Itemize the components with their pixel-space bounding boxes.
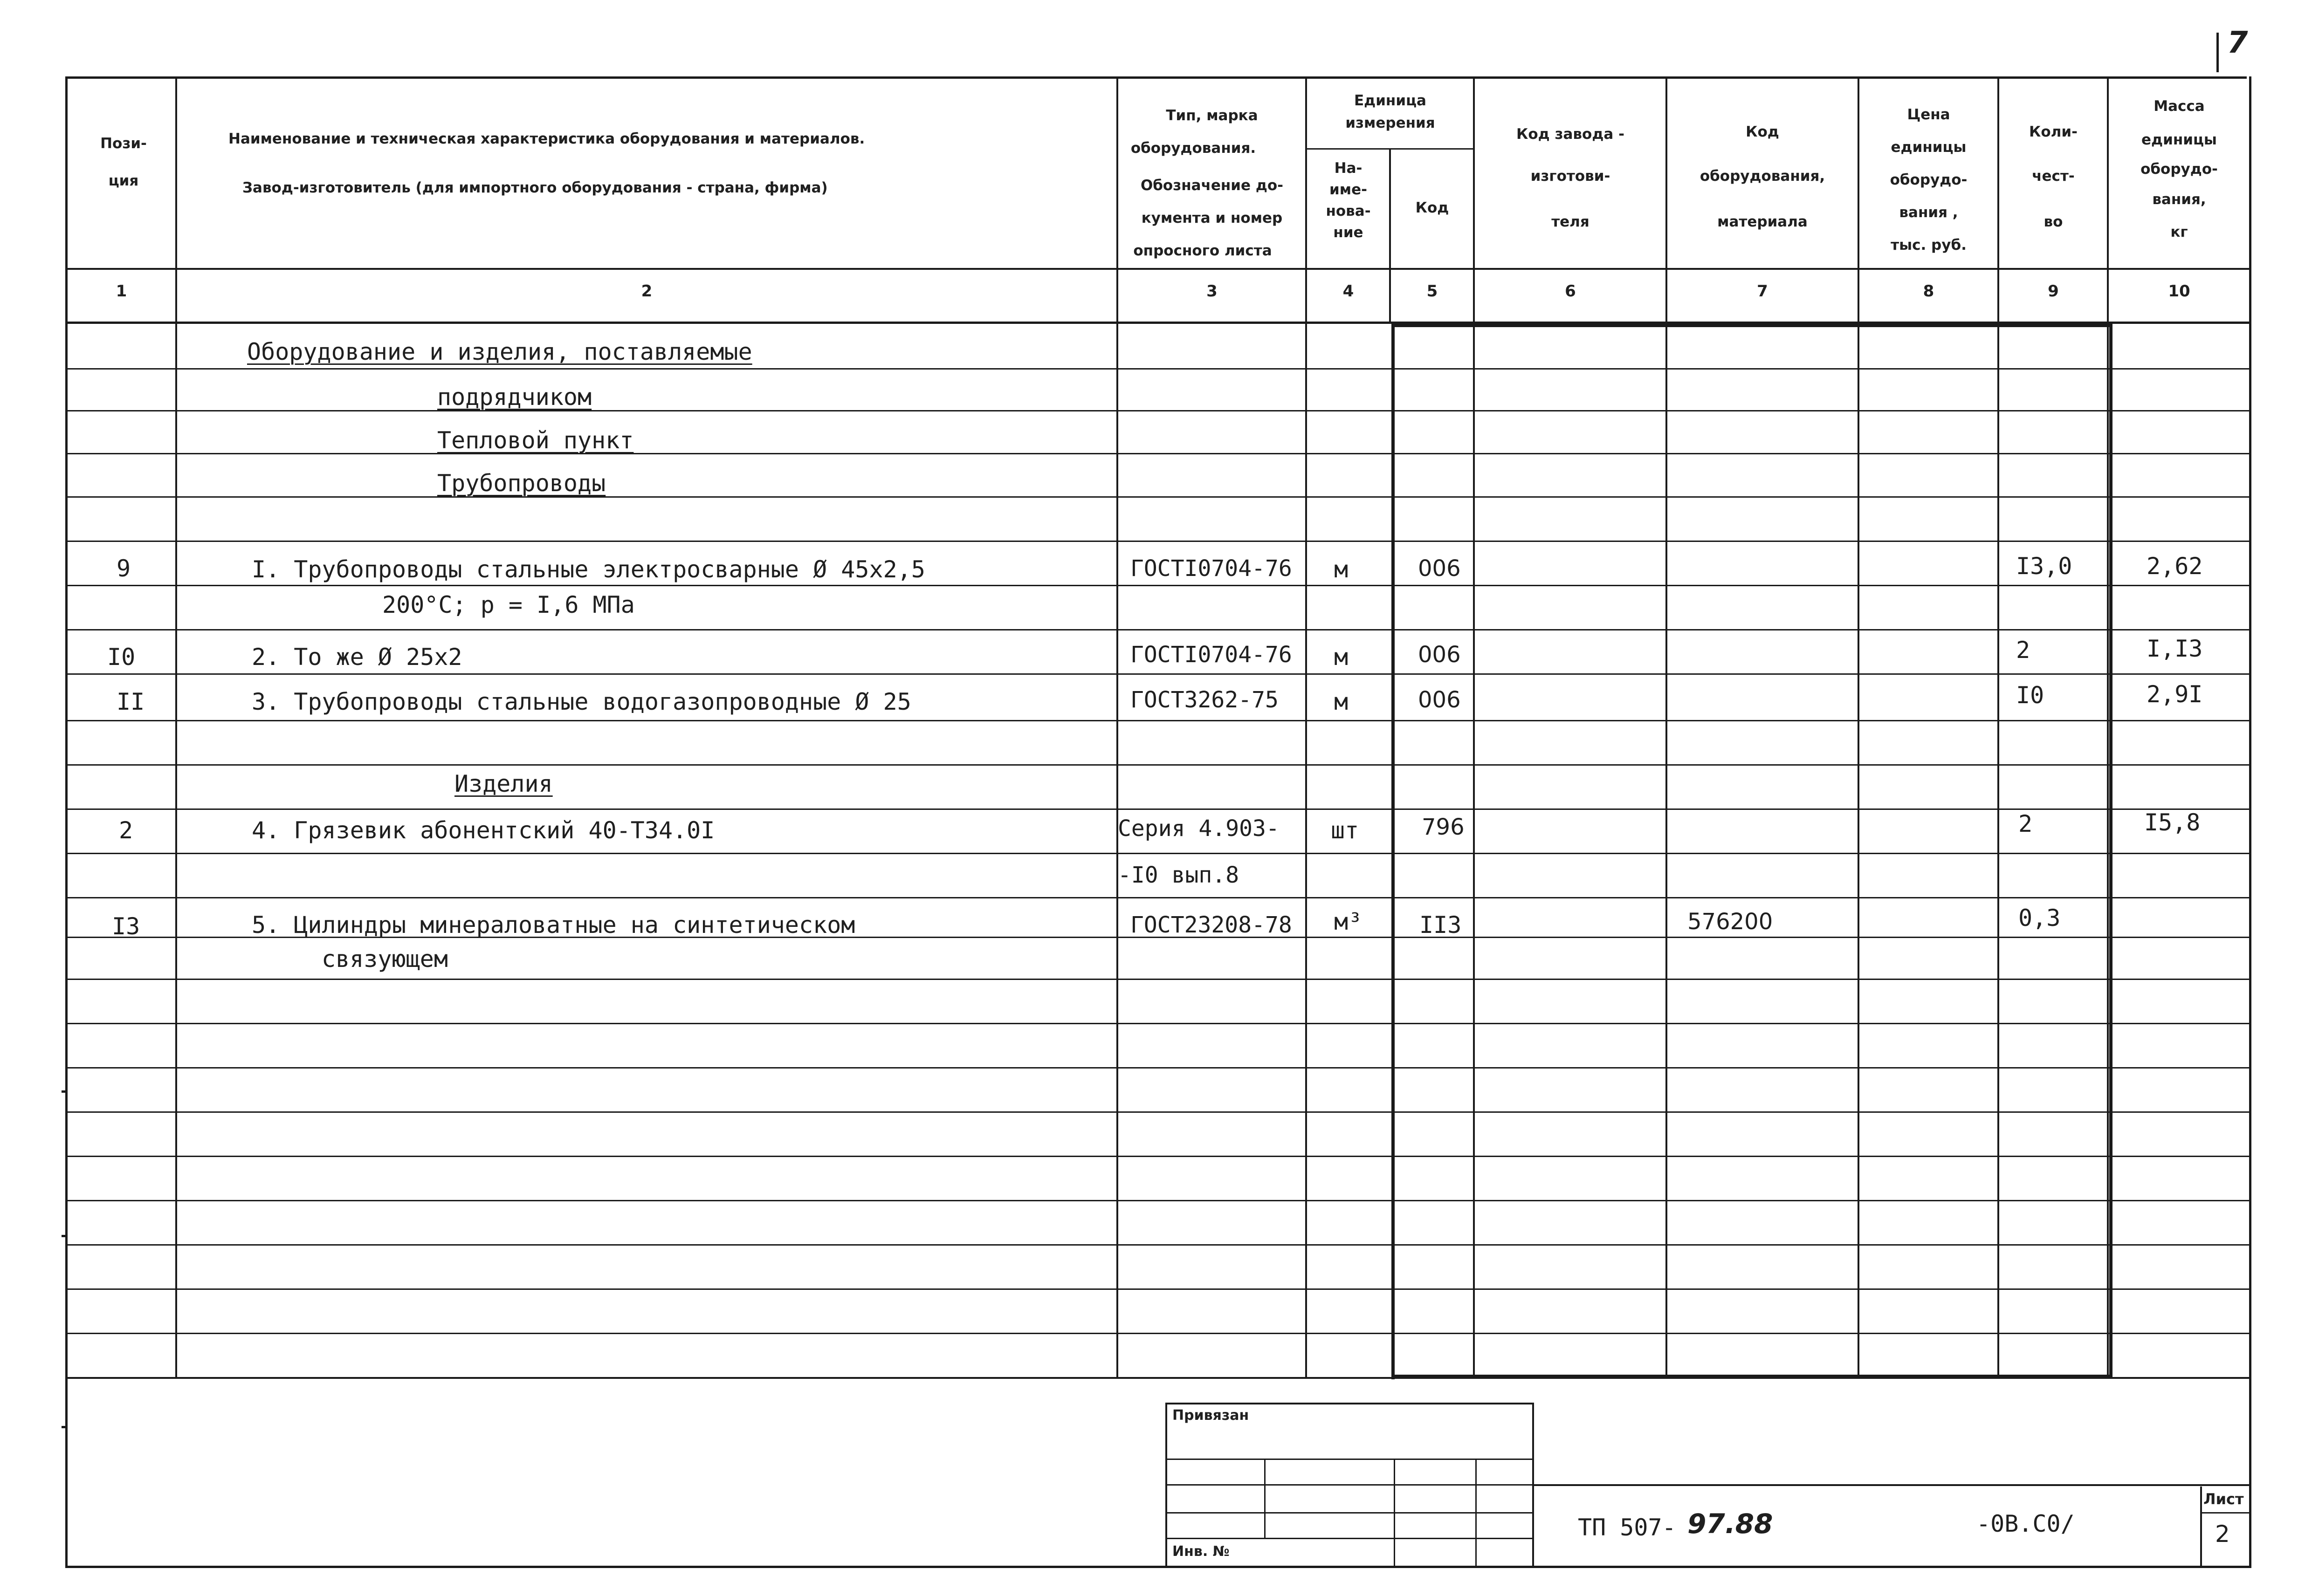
column-number: 7 — [1757, 282, 1768, 301]
bound-label: Привязан — [1172, 1407, 1249, 1424]
header-material-code-3: материала — [1717, 213, 1808, 230]
header-price-4: вания , — [1899, 204, 1958, 221]
row-position: I0 — [107, 644, 136, 671]
row-mass: I5,8 — [2144, 809, 2201, 836]
row-name: I. Трубопроводы стальные электросварные Ø 45x2,5 — [252, 556, 925, 583]
header-mass-1: Масса — [2154, 98, 2205, 115]
header-unit-name-3: нова- — [1326, 203, 1371, 219]
header-unit-name-4: ние — [1333, 224, 1363, 241]
column-number: 5 — [1426, 282, 1438, 301]
row-position: II — [117, 688, 145, 715]
header-unit-name-1: На- — [1334, 160, 1362, 177]
row-unit-code: 006 — [1418, 687, 1461, 713]
section-title-contractor: подрядчиком — [437, 384, 592, 411]
section-title-heat-point: Тепловой пункт — [437, 427, 634, 454]
row-name: 5. Цилиндры минераловатные на синтетическом — [252, 911, 855, 938]
row-name-continued: связующем — [322, 945, 448, 973]
header-factory-1: Код завода - — [1516, 126, 1624, 143]
row-name: 2. То же Ø 25x2 — [252, 644, 462, 671]
row-material-code: 576200 — [1687, 909, 1773, 935]
header-mass-2: единицы — [2141, 131, 2217, 148]
header-unit-code: Код — [1415, 199, 1449, 216]
header-type-5: опросного листа — [1133, 242, 1272, 259]
column-number: 8 — [1923, 282, 1934, 301]
row-mass: I,I3 — [2147, 635, 2203, 662]
row-name: 3. Трубопроводы стальные водогазопроводные Ø 25 — [252, 688, 911, 715]
row-quantity: I0 — [2016, 682, 2044, 709]
header-price-1: Цена — [1907, 106, 1950, 123]
row-name-continued: 200°C; p = I,6 МПа — [382, 591, 635, 618]
column-number: 3 — [1206, 282, 1218, 301]
header-type-1: Тип, марка — [1166, 107, 1258, 124]
document-code-suffix: -0В.С0/ — [1976, 1510, 2075, 1537]
row-quantity: 2 — [2018, 810, 2033, 837]
row-document: ГОСТ3262-75 — [1130, 687, 1279, 713]
header-type-2: оборудования. — [1130, 140, 1256, 157]
header-unit-1: Единица — [1354, 92, 1426, 109]
row-unit-code: 006 — [1418, 642, 1461, 668]
document-code-handwritten: 97.88 — [1687, 1508, 1773, 1540]
section-title-equipment: Оборудование и изделия, поставляемые — [247, 338, 752, 365]
column-number: 10 — [2168, 282, 2190, 301]
column-number: 2 — [641, 282, 653, 301]
header-position-1: Пози- — [100, 135, 147, 152]
row-mass: 2,62 — [2147, 553, 2203, 580]
row-document: ГОСТ23208-78 — [1130, 912, 1292, 938]
column-number: 1 — [116, 282, 127, 301]
row-unit: м — [1334, 688, 1349, 715]
header-factory-3: теля — [1551, 213, 1590, 230]
header-material-code-2: оборудования, — [1700, 168, 1825, 185]
header-type-4: кумента и номер — [1141, 210, 1283, 226]
row-unit: шт — [1331, 817, 1359, 844]
sheet-label: Лист — [2203, 1490, 2244, 1508]
row-document: ГОСТI0704-76 — [1130, 555, 1292, 582]
row-unit-code: 006 — [1418, 555, 1461, 582]
row-mass: 2,9I — [2147, 681, 2203, 708]
header-qty-2: чест- — [2032, 168, 2075, 185]
header-qty-3: во — [2044, 213, 2063, 230]
header-unit-2: измерения — [1345, 115, 1435, 131]
row-quantity: I3,0 — [2016, 553, 2072, 580]
column-number: 6 — [1565, 282, 1576, 301]
row-unit-code: II3 — [1419, 911, 1462, 938]
row-position: I3 — [112, 913, 140, 940]
row-quantity: 0,3 — [2018, 904, 2061, 932]
page-number: 7 — [2227, 26, 2248, 60]
header-mass-3: оборудо- — [2140, 161, 2218, 178]
row-position: 2 — [119, 817, 133, 844]
inventory-number-label: Инв. № — [1172, 1543, 1230, 1560]
row-unit: м — [1334, 556, 1349, 583]
header-name-2: Завод-изготовитель (для импортного оборудования - страна, фирма) — [242, 179, 828, 196]
header-type-3: Обозначение до- — [1140, 177, 1284, 194]
column-number: 9 — [2048, 282, 2059, 301]
page-number-rule — [2216, 33, 2219, 72]
header-position-2: ция — [108, 172, 139, 189]
header-name-1: Наименование и техническая характеристика оборудования и материалов. — [228, 130, 865, 147]
header-price-5: тыс. руб. — [1891, 237, 1967, 253]
row-document-continued: -I0 вып.8 — [1118, 862, 1239, 888]
header-material-code-1: Код — [1746, 123, 1779, 140]
row-unit: м³ — [1334, 908, 1362, 935]
row-position: 9 — [117, 555, 131, 582]
header-unit-name-2: име- — [1329, 181, 1367, 198]
header-mass-5: кг — [2170, 224, 2188, 240]
header-qty-1: Коли- — [2029, 123, 2078, 140]
row-unit-code: 796 — [1422, 814, 1465, 840]
column-number: 4 — [1342, 282, 1354, 301]
document-code-prefix: ТП 507- — [1578, 1514, 1676, 1541]
row-document: ГОСТI0704-76 — [1130, 642, 1292, 668]
row-unit: м — [1334, 644, 1349, 671]
header-price-3: оборудо- — [1890, 171, 1968, 188]
row-quantity: 2 — [2016, 637, 2030, 664]
section-title-products: Изделия — [454, 770, 553, 797]
header-mass-4: вания, — [2152, 191, 2206, 208]
header-factory-2: изготови- — [1530, 168, 1610, 185]
row-name: 4. Грязевик абонентский 40-Т34.0I — [252, 817, 715, 844]
section-title-pipelines: Трубопроводы — [437, 470, 606, 497]
sheet-number: 2 — [2215, 1521, 2230, 1548]
header-price-2: единицы — [1891, 139, 1967, 156]
row-document: Серия 4.903- — [1118, 815, 1280, 842]
